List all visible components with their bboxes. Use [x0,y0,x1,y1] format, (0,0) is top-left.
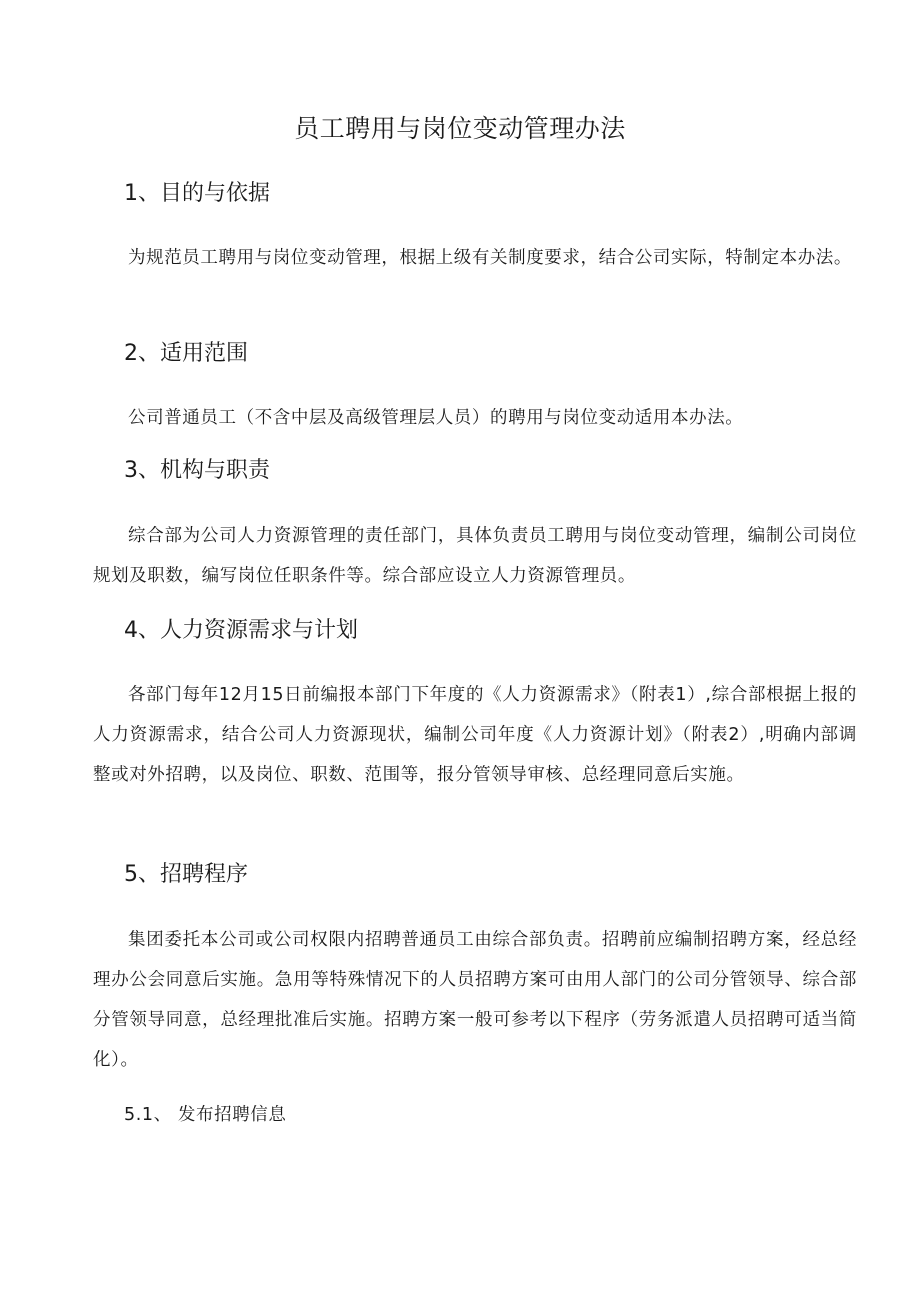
subsection-heading-publish: 5.1、 发布招聘信息 [124,1105,287,1125]
section-heading-planning: 4、人力资源需求与计划 [124,618,358,643]
section-heading-responsibility: 3、机构与职责 [124,458,270,483]
document-title: 员工聘用与岗位变动管理办法 [294,114,626,143]
section-text-scope: 公司普通员工（不含中层及高级管理层人员）的聘用与岗位变动适用本办法。 [128,408,744,428]
section-heading-recruitment: 5、招聘程序 [124,862,248,887]
section-text-responsibility: 综合部为公司人力资源管理的责任部门，具体负责员工聘用与岗位变动管理，编制公司岗位规划及职数，编写岗位任职条件等。综合部应设立人力资源管理员。 [93,526,857,586]
section-heading-purpose: 1、目的与依据 [124,181,270,206]
section-text-purpose: 为规范员工聘用与岗位变动管理，根据上级有关制度要求，结合公司实际，特制定本办法。 [128,248,852,268]
section-text-recruitment: 集团委托本公司或公司权限内招聘普通员工由综合部负责。招聘前应编制招聘方案，经总经理办公会同意后实施。急用等特殊情况下的人员招聘方案可由用人部门的公司分管领导、综合部分管领导同意，总经理批准后实施。招聘方案一般可参考以下程序（劳务派遣人员招聘可适当简化）。 [93,930,857,1070]
section-text-planning: 各部门每年12月15日前编报本部门下年度的《人力资源需求》（附表1）,综合部根据上报的人力资源需求，结合公司人力资源现状，编制公司年度《人力资源计划》（附表2）,明确内部调整或对外招聘，以及岗位、职数、范围等，报分管领导审核、总经理同意后实施。 [93,685,857,785]
section-heading-scope: 2、适用范围 [124,341,248,366]
